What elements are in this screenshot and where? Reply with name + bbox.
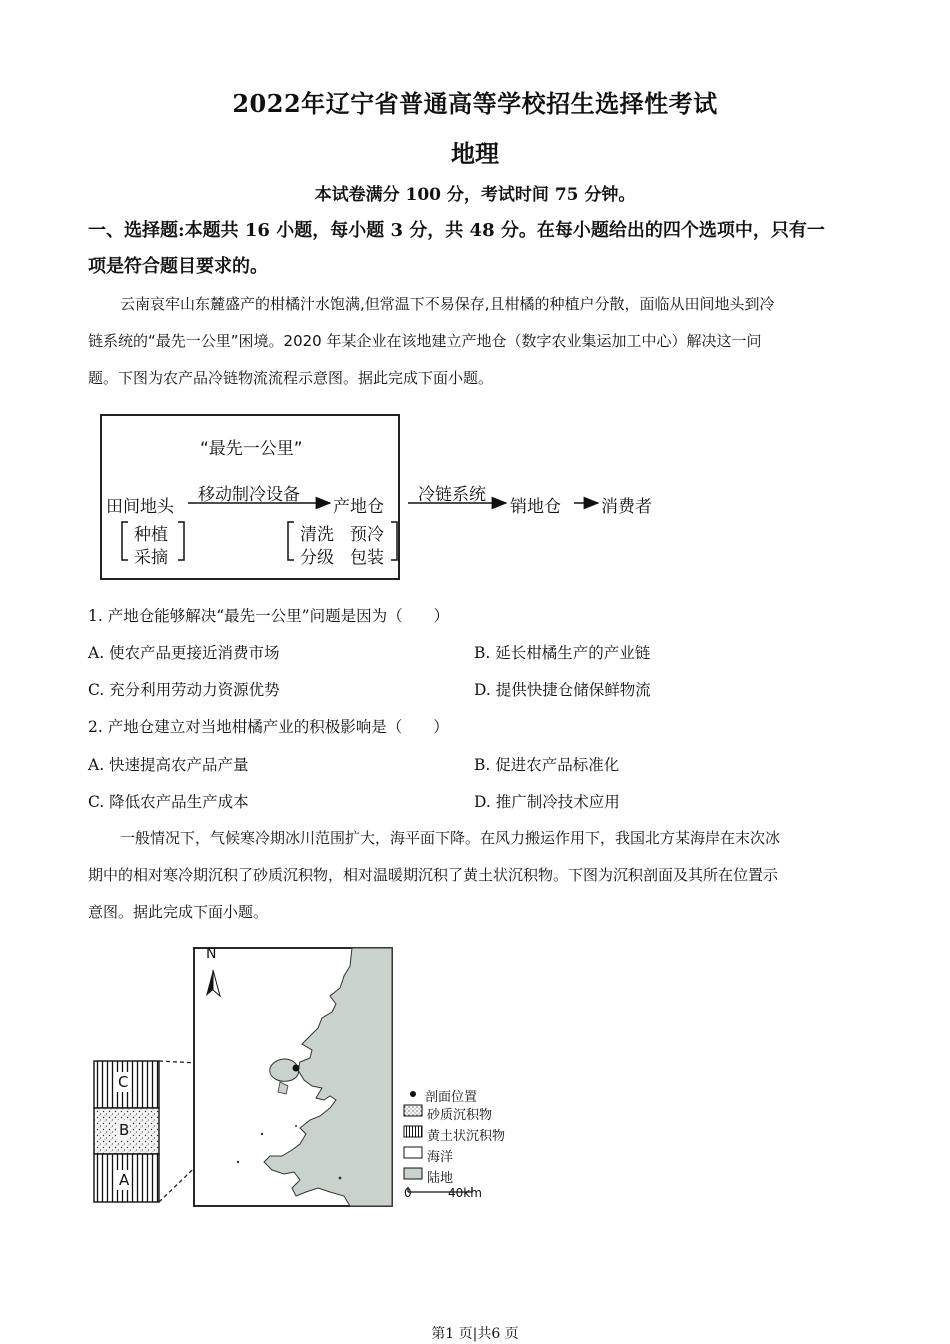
flow-sub-picking: 采摘 xyxy=(134,548,168,568)
islet-3 xyxy=(295,1125,297,1127)
scale-40km-label: 40km xyxy=(448,1186,482,1200)
question-1-option-c[interactable]: C. 充分利用劳动力资源优势 xyxy=(88,681,280,699)
question-2-option-d[interactable]: D. 推广制冷技术应用 xyxy=(474,793,620,811)
flow-node-destination-warehouse: 销地仓 xyxy=(510,497,561,517)
question-2-option-a[interactable]: A. 快速提高农产品产量 xyxy=(88,756,249,774)
layer-b-label: B xyxy=(119,1121,130,1139)
legend-loess-label: 黄土状沉积物 xyxy=(427,1129,506,1144)
flow-node-field: 田间地头 xyxy=(106,497,174,517)
islet-2 xyxy=(237,1161,239,1163)
flow-sub-grading: 分级 xyxy=(300,548,334,568)
flow-sub-cleaning: 清洗 xyxy=(300,525,334,545)
passage-1-line1: 云南哀牢山东麓盛产的柑橘汁水饱满,但常温下不易保存,且柑橘的种植户分散，面临从田间地头到冷 xyxy=(120,295,775,313)
question-1-option-b[interactable]: B. 延长柑橘生产的产业链 xyxy=(474,644,651,662)
passage-2-line1: 一般情况下，气候寒冷期冰川范围扩大，海平面下降。在风力搬运作用下，我国北方某海岸在末次冰 xyxy=(120,829,781,847)
question-1-option-d[interactable]: D. 提供快捷仓储保鲜物流 xyxy=(474,681,651,699)
legend-land-swatch xyxy=(404,1168,422,1179)
bracket-right-open xyxy=(288,522,294,560)
layer-a-label: A xyxy=(119,1171,130,1189)
legend-loess-swatch xyxy=(404,1126,422,1137)
bracket-left-open xyxy=(122,522,128,560)
islet-4 xyxy=(339,1177,342,1180)
flow-arrow1-label: 移动制冷设备 xyxy=(198,485,300,505)
legend-profile-dot-icon xyxy=(410,1091,416,1097)
passage-1-line3: 题。下图为农产品冷链物流流程示意图。据此完成下面小题。 xyxy=(88,369,494,387)
flow-sub-packaging: 包装 xyxy=(350,548,384,568)
legend-sand-swatch xyxy=(404,1105,422,1116)
legend-land-label: 陆地 xyxy=(427,1171,454,1186)
section-heading-line1: 一、选择题:本题共 16 小题，每小题 3 分，共 48 分。在每小题给出的四个选项中，只有一 xyxy=(88,220,825,241)
exam-note: 本试卷满分 100 分，考试时间 75 分钟。 xyxy=(314,185,636,205)
flow-sub-precooling: 预冷 xyxy=(350,525,384,545)
page-footer: 第1 页|共6 页 xyxy=(431,1326,519,1342)
flow-node-consumer: 消费者 xyxy=(601,497,652,517)
scale-zero-label: 0 xyxy=(404,1186,412,1200)
passage-2 xyxy=(88,820,858,931)
north-label: N xyxy=(206,946,217,962)
legend-sand-label: 砂质沉积物 xyxy=(427,1108,493,1123)
flow-diagram-lines xyxy=(0,0,950,600)
bracket-right-close xyxy=(391,522,397,560)
passage-2-line3: 意图。据此完成下面小题。 xyxy=(88,903,269,921)
section-heading-line2: 项是符合题目要求的。 xyxy=(88,256,268,277)
flow-top-label: “最先一公里” xyxy=(200,439,303,459)
profile-location-marker xyxy=(293,1065,300,1072)
subject-title: 地理 xyxy=(451,139,499,168)
flow-sub-planting: 种植 xyxy=(134,525,168,545)
islet-1 xyxy=(261,1133,263,1135)
flow-arrow2-label: 冷链系统 xyxy=(418,485,486,505)
flow-node-origin-warehouse: 产地仓 xyxy=(333,497,384,517)
question-2-option-b[interactable]: B. 促进农产品标准化 xyxy=(474,756,620,774)
question-1-option-a[interactable]: A. 使农产品更接近消费市场 xyxy=(88,644,280,662)
bracket-left-close xyxy=(178,522,184,560)
question-2-option-c[interactable]: C. 降低农产品生产成本 xyxy=(88,793,249,811)
question-1-stem: 1. 产地仓能够解决“最先一公里”问题是因为（ ） xyxy=(88,607,450,625)
question-2-stem: 2. 产地仓建立对当地柑橘产业的积极影响是（ ） xyxy=(88,718,449,736)
legend-ocean-label: 海洋 xyxy=(427,1150,454,1165)
sediment-map-figure xyxy=(0,930,950,1230)
passage-2-line2: 期中的相对寒冷期沉积了砂质沉积物，相对温暖期沉积了黄土状沉积物。下图为沉积剖面及其所在位置示 xyxy=(88,866,779,884)
legend-ocean-swatch xyxy=(404,1147,422,1158)
exam-title: 2022年辽宁省普通高等学校招生选择性考试 xyxy=(232,89,718,118)
legend-profile-label: 剖面位置 xyxy=(425,1090,478,1105)
passage-1-line2: 链系统的“最先一公里”困境。2020 年某企业在该地建立产地仓（数字农业集运加工中心）解决这一问 xyxy=(88,332,762,350)
layer-c-label: C xyxy=(118,1073,129,1091)
